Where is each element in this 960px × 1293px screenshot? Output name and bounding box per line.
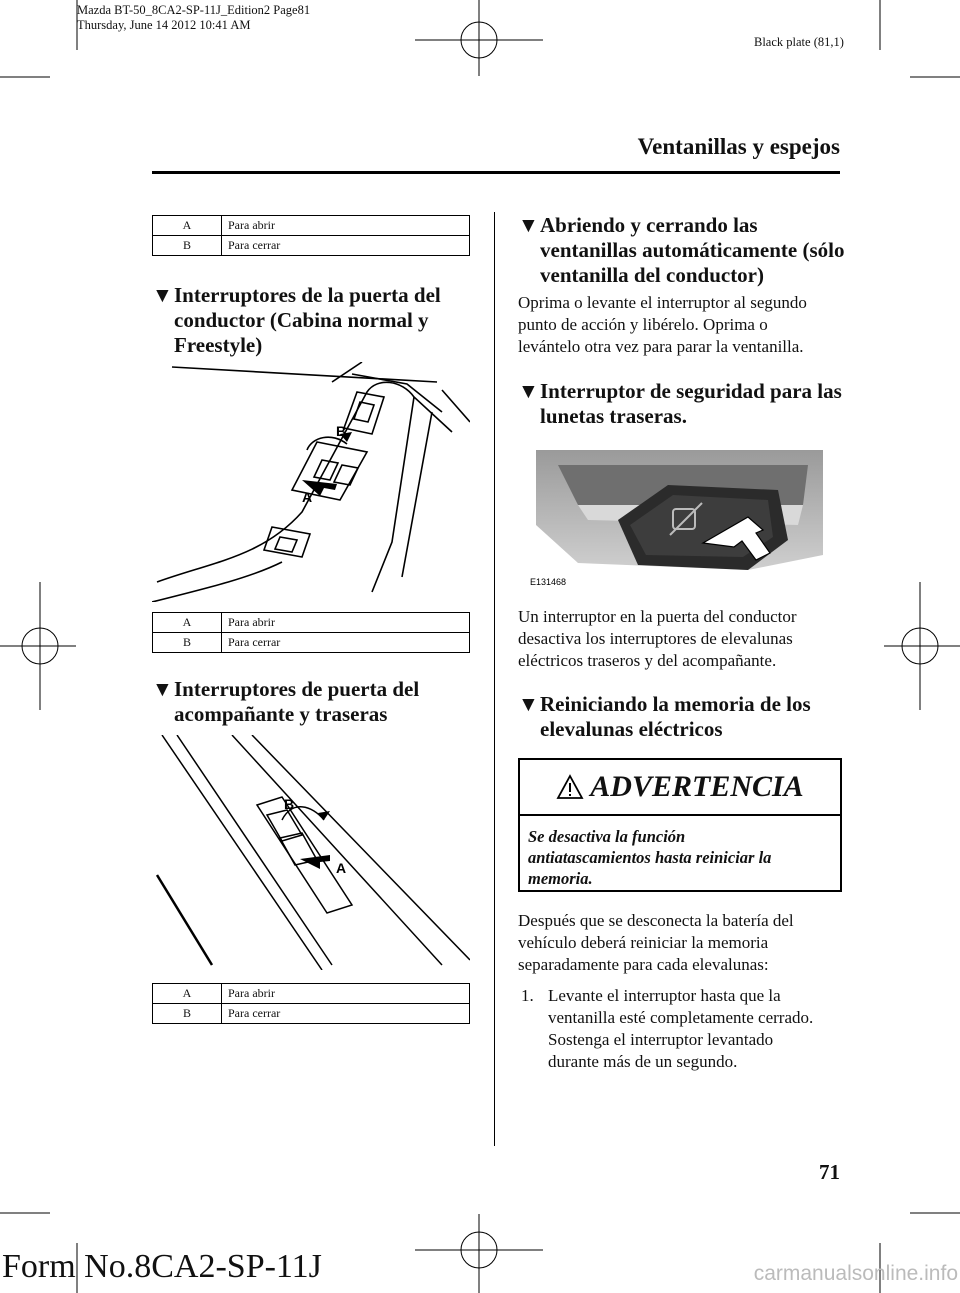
form-number: Form No.8CA2-SP-11J bbox=[2, 1248, 322, 1285]
step-1: 1. Levante el interruptor hasta que la ventanilla esté completamente cerrado. Sostenga el interruptor levantado durante más de un segundo. bbox=[521, 986, 814, 1071]
page-number: 71 bbox=[819, 1160, 840, 1184]
figure-label-b: B bbox=[284, 796, 295, 812]
heading-driver-door-switches: ▼Interruptores de la puerta del conductor (Cabina normal y Freestyle) bbox=[152, 283, 441, 357]
section-title: Ventanillas y espejos bbox=[637, 134, 840, 159]
legend-table-1 bbox=[152, 215, 470, 256]
watermark-text: carmanualsonline.info bbox=[753, 1262, 958, 1285]
heading-passenger-rear-switches: ▼Interruptores de puerta del acompañante y traseras bbox=[152, 677, 420, 726]
warning-text: Se desactiva la función antiatascamientos hasta reiniciar la memoria. bbox=[528, 827, 772, 888]
figure-label-a: A bbox=[336, 860, 347, 876]
file-info-line1: Mazda BT-50_8CA2-SP-11J_Edition2 Page81 bbox=[77, 3, 311, 17]
figure-label-b: B bbox=[336, 423, 347, 439]
table-row: B Para cerrar bbox=[153, 633, 470, 653]
triangle-marker-icon: ▼ bbox=[518, 692, 539, 716]
table-row: A Para abrir bbox=[153, 613, 470, 633]
safety-switch-photo bbox=[518, 445, 840, 590]
figure-label-a: A bbox=[302, 489, 313, 505]
triangle-marker-icon: ▼ bbox=[152, 283, 173, 307]
triangle-marker-icon: ▼ bbox=[518, 379, 539, 403]
paragraph-safety-switch: Un interruptor en la puerta del conductor desactiva los interruptores de elevalunas eléctricos traseros y del acompañante. bbox=[518, 607, 797, 670]
warning-title: ADVERTENCIA bbox=[590, 770, 804, 803]
column-divider bbox=[494, 212, 495, 1146]
header-rule bbox=[152, 171, 840, 174]
table-row: B Para cerrar bbox=[153, 1004, 470, 1024]
table-row: B Para cerrar bbox=[153, 236, 470, 256]
step-number: 1. bbox=[521, 986, 534, 1005]
paragraph-auto-window: Oprima o levante el interruptor al segundo punto de acción y libérelo. Oprima o levántelo otra vez para parar la ventanilla. bbox=[518, 293, 807, 356]
triangle-marker-icon: ▼ bbox=[518, 213, 539, 237]
heading-reset-memory: ▼Reiniciando la memoria de los elevalunas eléctricos bbox=[518, 692, 811, 741]
triangle-marker-icon: ▼ bbox=[152, 677, 173, 701]
driver-door-switch-illustration bbox=[152, 362, 470, 602]
table-row: A Para abrir bbox=[153, 216, 470, 236]
legend-table-2 bbox=[152, 612, 470, 653]
warning-header bbox=[520, 760, 840, 816]
warning-triangle-icon bbox=[556, 774, 584, 800]
heading-safety-switch: ▼Interruptor de seguridad para las lunetas traseras. bbox=[518, 379, 842, 428]
passenger-switch-illustration bbox=[152, 735, 470, 970]
heading-auto-window: ▼Abriendo y cerrando las ventanillas automáticamente (sólo ventanilla del conductor) bbox=[518, 213, 845, 287]
plate-label: Black plate (81,1) bbox=[754, 35, 844, 49]
file-info-line2: Thursday, June 14 2012 10:41 AM bbox=[77, 18, 251, 32]
table-row: A Para abrir bbox=[153, 984, 470, 1004]
file-info bbox=[77, 3, 310, 33]
paragraph-reset-intro: Después que se desconecta la batería del vehículo deberá reiniciar la memoria separadamente para cada elevalunas: bbox=[518, 911, 794, 974]
photo-code: E131468 bbox=[530, 577, 567, 587]
warning-box bbox=[518, 758, 842, 892]
legend-table-3 bbox=[152, 983, 470, 1024]
